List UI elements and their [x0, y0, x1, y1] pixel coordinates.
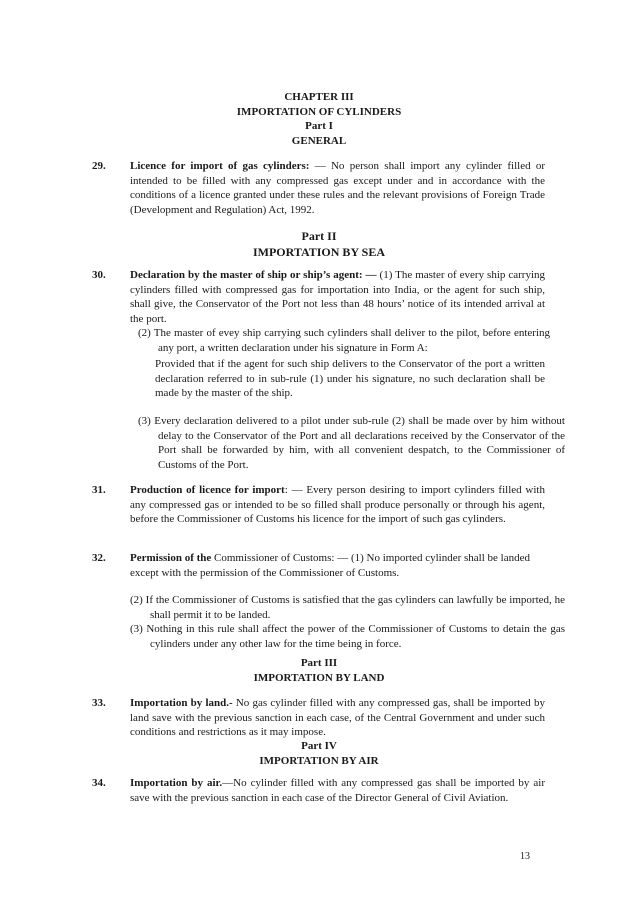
sub-rule-2: (2) The master of evey ship carrying such cylinders shall deliver to the pilot, before entering any port, a written declaration under his signature in Form A:: [138, 327, 550, 354]
rule-text: (1) The master of every ship carrying cylinders filled with compressed gas for importation into India, or the agent for such ship, shall give, the Conservator of the Port not less than 48 hours’ notice of its intended arrival at the port.: [130, 269, 546, 325]
rule-30-paragraph: [130, 268, 545, 326]
rule-heading: Importation by air.: [130, 777, 223, 789]
rule-heading: Production of licence for import: [130, 484, 285, 496]
rule-text: No gas cylinder filled with any compressed gas, shall be imported by land save with the previous sanction in each case, of the Central Government and under such conditions and restrictions as it may impose.: [130, 697, 545, 739]
rule-heading: Permission of the: [130, 552, 212, 564]
part-title: IMPORTATION BY SEA: [252, 245, 386, 259]
page-number: 13: [520, 851, 530, 862]
part-label: Part I: [305, 120, 333, 133]
rule-29-paragraph: [130, 159, 545, 217]
part-title: IMPORTATION BY LAND: [253, 671, 385, 684]
chapter-subtitle: IMPORTATION OF CYLINDERS: [236, 105, 402, 118]
chapter-title: CHAPTER III: [284, 91, 354, 103]
part-2-heading: [0, 228, 638, 260]
part-title: GENERAL: [291, 134, 347, 147]
rule-number: 32.: [92, 552, 106, 564]
rule-33-paragraph: [130, 696, 545, 740]
rule-text: Commissioner of Customs: — (1) No imported cylinder shall be landed except with the permission of the Commissioner of Customs.: [130, 552, 530, 579]
rule-34-paragraph: [130, 776, 545, 805]
proviso: Provided that if the agent for such ship delivers to the Conservator of the port a written declaration referred to in sub-rule (1) under his signature, no such declaration shall be made by the master of the ship.: [155, 358, 545, 400]
rule-32-paragraph: [130, 551, 530, 580]
part-label: Part IV: [301, 740, 337, 752]
rule-31-paragraph: [130, 483, 545, 527]
rule-number: 31.: [92, 484, 106, 496]
rule-heading: Licence for import of gas cylinders:: [130, 160, 310, 172]
sub-rule-3: (3) Every declaration delivered to a pilot under sub-rule (2) shall be made over by him without delay to the Conservator of the Port and all declarations received by the Conservator of the Port shall be forwarded by him, with all convenient despatch, to the Commissioner of Customs of the Port.: [138, 415, 565, 471]
part-4-heading: [0, 739, 638, 768]
part-title: IMPORTATION BY AIR: [259, 754, 379, 767]
sub-rule-3: (3) Nothing in this rule shall affect the power of the Commissioner of Customs to detain the gas cylinders under any other law for the time being in force.: [130, 623, 565, 650]
rule-number: 30.: [92, 269, 106, 281]
chapter-heading: [0, 90, 638, 148]
rule-number: 29.: [92, 160, 106, 172]
rule-text: — No person shall import any cylinder filled or intended to be filled with any compressed gas except under and in accordance with the conditions of a licence granted under these rules and the relevant provisions of Foreign Trade (Development and Regulation) Act, 1992.: [130, 160, 545, 216]
rule-number: 34.: [92, 777, 106, 789]
rule-text: : — Every person desiring to import cylinders filled with any compressed gas or intended to be so filled shall produce personally or through his agent, before the Commissioner of Customs his licence for the import of such gas cylinders.: [130, 484, 545, 526]
sub-rule-2: (2) If the Commissioner of Customs is satisfied that the gas cylinders can lawfully be imported, he shall permit it to be landed.: [130, 594, 565, 621]
rule-heading: Declaration by the master of ship or ship’s agent: —: [130, 269, 377, 281]
rule-number: 33.: [92, 697, 106, 709]
part-label: Part II: [301, 229, 337, 243]
part-label: Part III: [300, 657, 338, 669]
part-3-heading: [0, 656, 638, 685]
rule-text: —No cylinder filled with any compressed gas shall be imported by air save with the previous sanction in each case of the Director General of Civil Aviation.: [130, 777, 545, 804]
rule-heading: Importation by land.-: [130, 697, 233, 709]
